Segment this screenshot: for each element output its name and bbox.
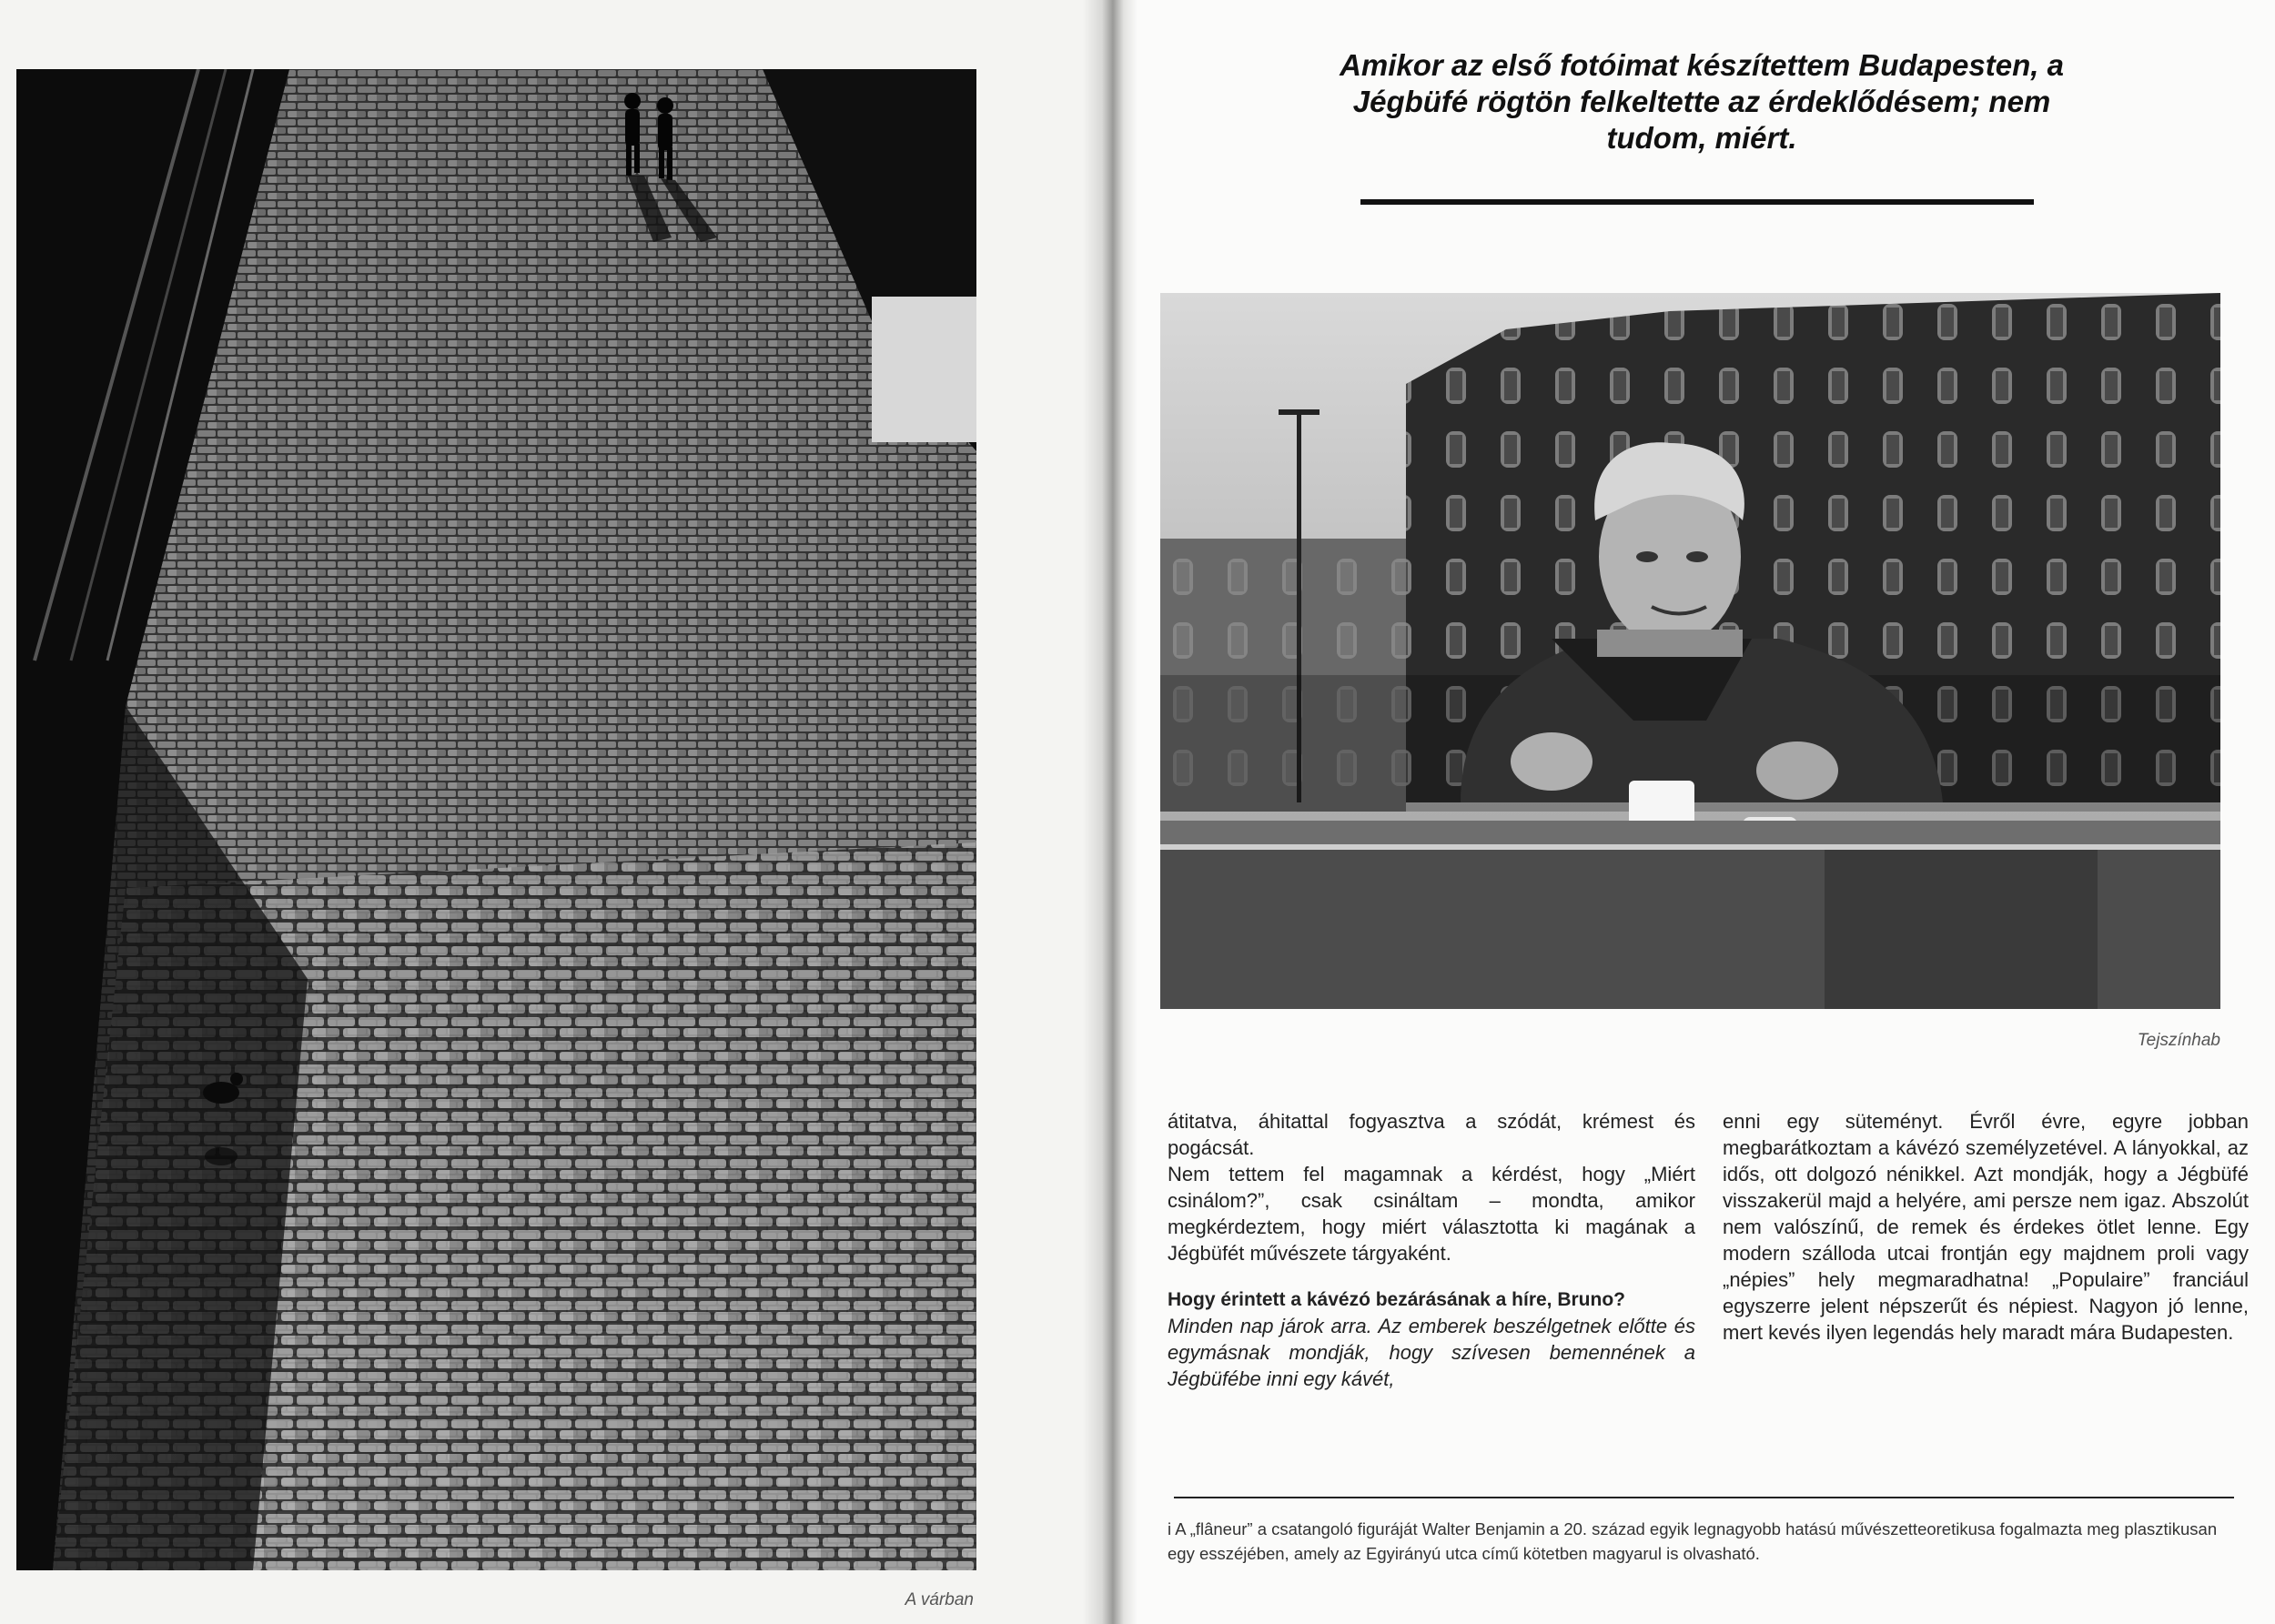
pull-quote: Amikor az első fotóimat készítettem Budapesten, a Jégbüfé rögtön felkeltette az érdeklődésem; nem tudom, miért.	[1340, 48, 2064, 155]
text-column-right	[1723, 1108, 2249, 1346]
paragraph: Nem tettem fel magamnak a kérdést, hogy „Miért csinálom?”, csak csináltam – mondta, amikor megkérdeztem, hogy miért választotta ki magának a Jégbüfét művészete tárgyaként.	[1168, 1163, 1695, 1265]
man-in-cafe-photo	[1160, 293, 2220, 1009]
right-photo-caption: Tejszínhab	[2137, 1031, 2220, 1050]
text-column-left	[1168, 1108, 1695, 1392]
footnote: i A „flâneur” a csatangoló figuráját Walter Benjamin a 20. század egyik legnagyobb hatású művészetteoretikusa fogalmazta meg plasztikusan egy esszéjében, amely az Egyirányú utca című kötetben magyarul is olvasható.	[1168, 1519, 2218, 1563]
cobblestone-street-photo	[16, 69, 976, 1570]
paragraph: átitatva, áhitattal fogyasztva a szódát, krémest és pogácsát.	[1168, 1110, 1695, 1159]
interview-answer: Minden nap járok arra. Az emberek beszélgetnek előtte és egymásnak mondják, hogy szívesen bemennének a Jégbüfébe inni egy kávét,	[1168, 1315, 1695, 1390]
pull-quote-rule	[1360, 199, 2034, 205]
left-photo-caption: A várban	[905, 1590, 974, 1609]
interview-question: Hogy érintett a kávézó bezárásának a híre, Bruno?	[1168, 1289, 1625, 1310]
footnote-rule	[1174, 1497, 2234, 1498]
page-gutter	[1083, 0, 1138, 1624]
interview-answer-continued: enni egy süteményt. Évről évre, egyre jobban megbarátkoztam a kávézó személyzetével. A lányokkal, az idős, ott dolgozó nénikkel. Azt mondják, hogy a Jégbüfé visszakerül majd a helyére, ami persze nem igaz. Abszolút nem valószínű, de remek és érdekes ötlet lenne. Egy modern szálloda utcai frontján egy majdnem proli vagy „népies” hely megmaradhatna! „Populaire” franciául egyszerre jelent népszerűt és népiest. Nagyon jó lenne, mert kevés ilyen legendás hely maradt mára Budapesten.	[1723, 1110, 2249, 1344]
